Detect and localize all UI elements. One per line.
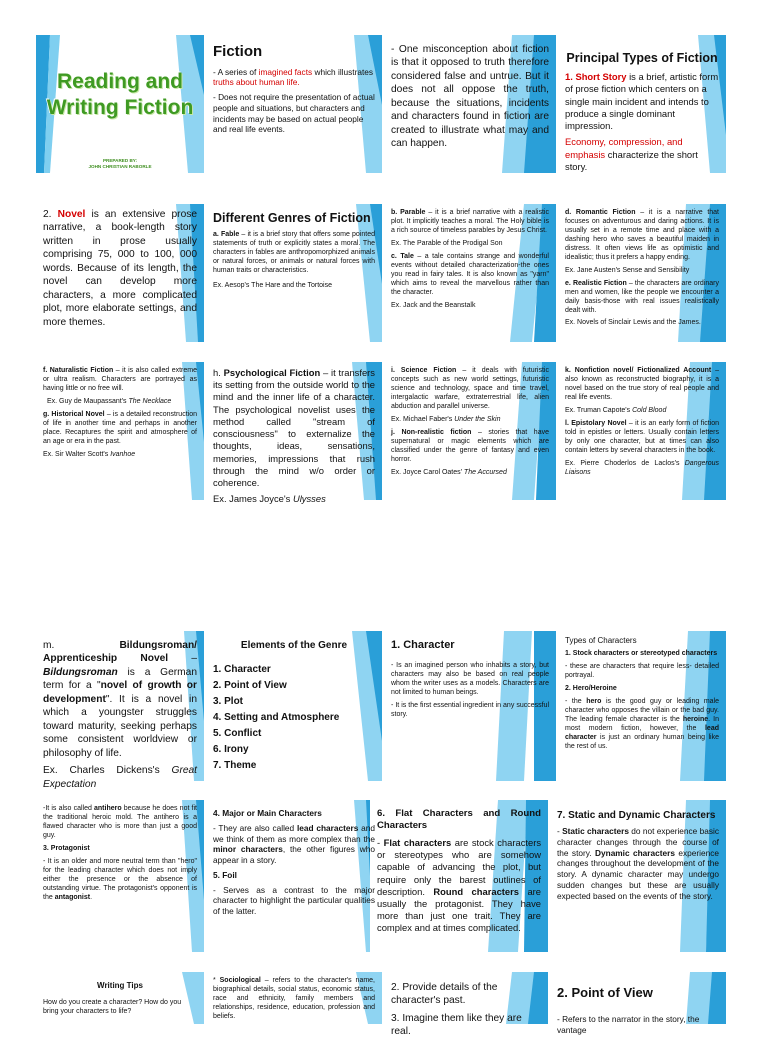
psychological-definition: h. Psychological Fiction – it transfers its setting from the outside world to the mind and the inner life of a character. The psychological novelist uses the method called "stream of consciousness" to externalize the thoughts, ideas, sensations, memories, impressions that rush through the mind w/o order or coherence. [213, 367, 375, 488]
fable-example: Ex. Aesop's The Hare and the Tortoise [213, 281, 332, 289]
stock-characters-heading: 1. Stock characters or stereotyped characters [565, 650, 718, 658]
foil-heading: 5. Foil [213, 869, 237, 880]
point-of-view-title: 2. Point of View [557, 985, 653, 1000]
provide-details-slide [384, 972, 548, 1038]
flat-round-text: - Flat characters are stock characters or stereotypes who are somehow capable of advancing the plot, but require only the barest outlines of description. Round characters are usually the protagonist. They have more than just one trait. They are complex and at times complicated. [377, 836, 542, 934]
cover-author: PREPARED BY: JOHN CHRISTIAN RABORLE [88, 158, 152, 169]
character-slide [384, 631, 556, 781]
cover-title: Reading and Writing Fiction [46, 70, 194, 119]
writing-tips-text: How do you create a character? How do you bring your characters to life? [43, 999, 182, 1016]
psychological-example: Ex. James Joyce's Ulysses [213, 493, 326, 505]
element-item: 3. Plot [213, 696, 244, 708]
provide-details-text: 2. Provide details of the character's past. [391, 982, 498, 1007]
naturalistic-example: Ex. Guy de Maupassant's The Necklace [47, 397, 172, 405]
hero-text: - the hero is the good guy or leading male character who opposes the villain or the bad guy. The leading female character is the heroine. In most modern fiction, however, the lead character is just an ordinary human being like the rest of us. [565, 698, 720, 750]
parable-definition: b. Parable – it is a brief narrative with a realistic plot. It implicitly teaches a moral. The Holy bible is a rich source of timeless parables by Jesus Christ. [391, 209, 549, 234]
naturalistic-definition: f. Naturalistic Fiction – it is also called extreme or ultra realism. Characters are portrayed as having little or no free will. [43, 367, 197, 392]
genres-slide [206, 204, 382, 342]
science-slide [384, 362, 556, 500]
element-item: 1. Character [213, 664, 271, 676]
major-characters-text: - They are also called lead characters and we think of them as more complex than the minor characters, the other figures who appear in a story. [213, 822, 375, 866]
romantic-slide [558, 204, 726, 342]
element-item: 2. Point of View [213, 680, 287, 692]
fable-definition: a. Fable – it is a brief story that offers some pointed statements of truth or explicitly states a moral. The characters in fables are anthropomorphized animals or natural forces, or animals or natural forces with human traits or characteristics. [213, 231, 375, 274]
historical-example: Ex. Sir Walter Scott's Ivanhoe [43, 450, 136, 458]
fiction-description: - Does not require the presentation of actual people and situations, but characters and incidents may be based on actual people and real life events. [213, 92, 375, 135]
types-of-characters-slide [558, 631, 726, 781]
major-characters-slide [206, 800, 382, 952]
romantic-example: Ex. Jane Austen's Sense and Sensibility [565, 266, 690, 274]
psychological-slide [206, 362, 382, 505]
static-dynamic-text: - Static characters do not experience basic character changes through the course of the story. Dynamic characters experience changes throughout the development of the story. A dynamic character may undergo sudden changes but these are usually expected based on the events of the story. [557, 826, 719, 901]
static-dynamic-title: 7. Static and Dynamic Characters [557, 810, 716, 821]
stock-characters-text: - these are characters that require less- detailed portrayal. [565, 663, 719, 680]
science-fiction-example: Ex. Michael Faber's Under the Skin [391, 415, 501, 423]
epistolary-example: Ex. Pierre Choderlos de Laclos's Dangerous Liaisons [565, 459, 719, 476]
element-item: 4. Setting and Atmosphere [213, 712, 340, 724]
element-item: 6. Irony [213, 744, 249, 756]
science-fiction-definition: i. Science Fiction – it deals with futuristic concepts such as new world settings, futuristic science and technology, space and time travel, intergalactic warfare, extraterrestrial life, alien abduction and parallel universe. [391, 367, 549, 410]
cover-slide [36, 35, 204, 173]
element-item: 5. Conflict [213, 728, 262, 740]
flat-round-slide [370, 800, 548, 952]
hero-heading: 2. Hero/Heroine [565, 685, 617, 693]
foil-text: - Serves as a contrast to the major character to highlight the particular qualities of the latter. [213, 884, 375, 917]
fiction-definition: - A series of imagined facts which illustrates truths about human life. [213, 66, 374, 88]
sociological-text: * Sociological – refers to the character's name, biographical details, social status, economic status, race and ethnicity, family members and relationships, residence, education, profession and beliefs. [213, 977, 376, 1020]
principal-title: Principal Types of Fiction [566, 51, 718, 65]
writing-tips-title: Writing Tips [97, 981, 143, 990]
parable-example: Ex. The Parable of the Prodigal Son [391, 239, 503, 247]
nonrealistic-example: Ex. Joyce Carol Oates' The Accursed [391, 468, 507, 476]
nonrealistic-definition: j. Non-realistic fiction – stories that have supernatural or magic elements which are classified under the genre of fantasy and even horror. [391, 428, 549, 463]
protagonist-text: - It is an older and more neutral term than "hero" for the leading character which does not imply either the presence or the absence of outstanding virtue. The protagonist's opponent is the antagonist. [43, 857, 197, 901]
imagine-real-text: 3. Imagine them like they are real. [391, 1012, 522, 1038]
antihero-slide [36, 800, 204, 952]
static-dynamic-slide [550, 800, 726, 952]
elements-slide [206, 631, 382, 781]
nonfiction-slide [558, 362, 726, 500]
misconception-slide [384, 35, 556, 173]
parable-slide [384, 204, 556, 342]
sociological-slide [206, 972, 382, 1024]
bildungsroman-slide [36, 631, 204, 790]
tale-definition: c. Tale – a tale contains strange and wonderful events without detailed characterization-the ones you read in fairy tales. It is also known as "yarn" which aims to reveal the marvellous rather than the character. [391, 252, 549, 296]
major-characters-heading: 4. Major or Main Characters [213, 808, 322, 818]
point-of-view-text: - Refers to the narrator in the story, the vantage [557, 1013, 700, 1035]
character-definition: - Is an imagined person who inhabits a story, but characters may also be based on real people whom the writer uses as a models. Characters are not limited to human beings. [391, 662, 549, 696]
epistolary-definition: l. Epistolary Novel – it is an early form of fiction told in epistles or letters. Usually contain letters by only one character, but at times can also contain letters by several characters in the book. [565, 419, 719, 454]
naturalistic-slide [36, 362, 204, 500]
protagonist-heading: 3. Protagonist [43, 844, 90, 852]
flat-round-title: 6. Flat Characters and Round Characters [377, 808, 541, 832]
principal-types-slide [558, 35, 726, 173]
elements-list [213, 662, 375, 774]
novel-slide [36, 204, 204, 342]
fiction-slide [206, 35, 382, 173]
tale-example: Ex. Jack and the Beanstalk [391, 301, 476, 309]
nonfiction-novel-definition: k. Nonfiction novel/ Fictionalized Account – also known as reconstructed biography, it is a novel based on the true story of real people and real life events. [565, 367, 719, 401]
point-of-view-slide [550, 972, 726, 1035]
novel-definition: 2. Novel is an extensive prose narrative, a book-length story written in prose usually comprising 75, 000 to 100, 000 words. Because of its length, the novel can develop more characters, a more complicated plot, more elaborate settings, and more themes. [43, 209, 197, 328]
elements-title: Elements of the Genre [240, 640, 348, 651]
nonfiction-novel-example: Ex. Truman Capote's Cold Blood [565, 406, 667, 414]
antihero-text: -It is also called antihero because he does not fit the traditional heroic mold. The antihero is a flawed character who is more than just a good guy. [43, 805, 197, 839]
historical-definition: g. Historical Novel – is a detailed reconstruction of life in another time and perhaps in another place. Recaptures the spirit and atmosphere of an age or era in the past. [43, 410, 197, 445]
element-item: 7. Theme [213, 760, 257, 772]
realistic-definition: e. Realistic Fiction – the characters are ordinary men and women, like the people we encounter a daily basis-those with real issues realistically dealt with. [565, 279, 719, 314]
fiction-title: Fiction [213, 43, 263, 60]
bildungsroman-example: Ex. Charles Dickens's Great Expectation [43, 765, 197, 790]
misconception-text: - One misconception about fiction is that it opposed to truth therefore considered false and untrue. But it does not all oppose the truth, because the situations, incidents and characters found in fiction are created to illustrate what may and can happen. [391, 44, 549, 150]
romantic-definition: d. Romantic Fiction – it is a narrative that focuses on adventurous and daring actions. It is usually set in a remote time and place with a dashing hero who saves a beautiful maiden in distress. It often views life as optimistic and idealistic; thus it prefers a happy ending. [565, 209, 719, 261]
bildungsroman-definition: m. Bildungsroman/ Apprenticeship Novel – Bildungsroman is a German term for a "novel of growth or development". It is a novel in which a youngster struggles toward maturity, seeking perhaps some consistent worldview or philosophy of life. [43, 640, 197, 759]
writing-tips-slide [36, 972, 204, 1024]
short-story-definition: 1. Short Story is a brief, artistic form of prose fiction which centers on a single main incident and intends to produce a single dominant impression. [565, 71, 719, 132]
character-title: 1. Character [391, 639, 455, 651]
types-title: Types of Characters [565, 636, 637, 645]
genres-title: Different Genres of Fiction [213, 211, 371, 225]
short-story-characteristics: Economy, compression, and emphasis characterize the short story. [565, 136, 698, 172]
character-importance: - It is the first essential ingredient in any successful story. [391, 701, 549, 718]
realistic-example: Ex. Novels of Sinclair Lewis and the James. [565, 319, 701, 327]
